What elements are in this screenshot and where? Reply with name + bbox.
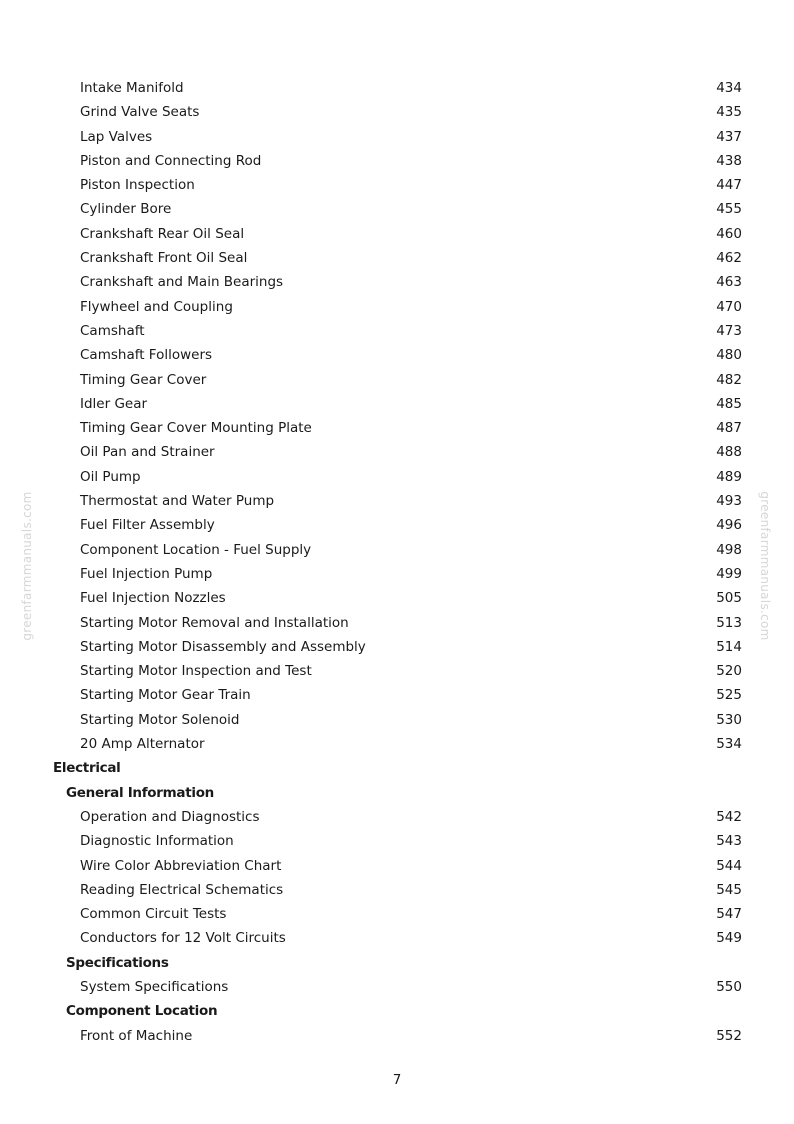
table-of-contents (0, 76, 794, 1048)
toc-entry-page-number: 544 (716, 857, 742, 874)
toc-entry-title: Timing Gear Cover (80, 371, 207, 388)
toc-entry-title: Conductors for 12 Volt Circuits (80, 930, 286, 947)
toc-entry-title: Wire Color Abbreviation Chart (80, 857, 282, 874)
toc-entry-page-number: 438 (716, 152, 742, 169)
toc-entry-page-number: 470 (716, 298, 742, 315)
toc-entry[interactable] (0, 683, 794, 707)
toc-entry-title: Starting Motor Solenoid (80, 711, 240, 728)
toc-entry-page-number: 543 (716, 833, 742, 850)
toc-entry-title: Thermostat and Water Pump (80, 493, 275, 510)
toc-entry-page-number: 514 (716, 638, 742, 655)
toc-entry-page-number: 455 (716, 201, 742, 218)
toc-entry-title: Lap Valves (80, 128, 153, 145)
toc-entry[interactable] (0, 100, 794, 124)
toc-entry-page-number: 534 (716, 736, 742, 753)
toc-entry[interactable] (0, 829, 794, 853)
toc-entry-title: Flywheel and Coupling (80, 298, 233, 315)
toc-entry-page-number: 482 (716, 371, 742, 388)
toc-entry-page-number: 525 (716, 687, 742, 704)
toc-entry[interactable] (0, 732, 794, 756)
toc-section-heading[interactable] (0, 756, 794, 780)
toc-entry[interactable] (0, 368, 794, 392)
toc-entry[interactable] (0, 513, 794, 537)
toc-entry-title: Timing Gear Cover Mounting Plate (80, 420, 312, 437)
toc-entry-title: Crankshaft Rear Oil Seal (80, 225, 245, 242)
toc-entry-title: Operation and Diagnostics (80, 808, 260, 825)
toc-entry-page-number: 496 (716, 517, 742, 534)
toc-entry[interactable] (0, 538, 794, 562)
toc-entry[interactable] (0, 489, 794, 513)
toc-entry-page-number: 505 (716, 590, 742, 607)
watermark-left: greenfarmmanuals.com (20, 491, 34, 641)
toc-entry-title: Crankshaft and Main Bearings (80, 274, 284, 291)
toc-entry[interactable] (0, 149, 794, 173)
toc-entry-page-number: 545 (716, 881, 742, 898)
toc-entry[interactable] (0, 416, 794, 440)
toc-entry[interactable] (0, 902, 794, 926)
toc-entry[interactable] (0, 465, 794, 489)
toc-entry-title: Starting Motor Gear Train (80, 687, 251, 704)
toc-entry-page-number: 513 (716, 614, 742, 631)
toc-entry-title: Diagnostic Information (80, 833, 234, 850)
watermark-right: greenfarmmanuals.com (758, 491, 772, 641)
toc-entry-title: Fuel Filter Assembly (80, 517, 215, 534)
toc-entry-title: Camshaft Followers (80, 347, 213, 364)
toc-entry-page-number: 520 (716, 663, 742, 680)
toc-entry-title: Camshaft (80, 322, 145, 339)
toc-entry[interactable] (0, 635, 794, 659)
toc-entry-title: Front of Machine (80, 1027, 193, 1044)
toc-entry-page-number: 547 (716, 906, 742, 923)
toc-entry-page-number: 550 (716, 978, 742, 995)
toc-entry-title: Reading Electrical Schematics (80, 881, 284, 898)
toc-entry-title: Intake Manifold (80, 80, 184, 96)
toc-entry-page-number: 460 (716, 225, 742, 242)
toc-entry-page-number: 437 (716, 128, 742, 145)
page-number: 7 (392, 1072, 402, 1088)
toc-entry[interactable] (0, 586, 794, 610)
toc-entry-title: Component Location - Fuel Supply (80, 541, 312, 558)
toc-entry-title: Oil Pan and Strainer (80, 444, 215, 461)
toc-entry[interactable] (0, 125, 794, 149)
toc-entry[interactable] (0, 270, 794, 294)
toc-entry[interactable] (0, 854, 794, 878)
toc-entry-page-number: 489 (716, 468, 742, 485)
toc-subsection-heading[interactable] (0, 951, 794, 975)
toc-entry[interactable] (0, 222, 794, 246)
toc-subsection-heading[interactable] (0, 781, 794, 805)
toc-entry[interactable] (0, 1024, 794, 1048)
toc-entry-title: Idler Gear (80, 395, 148, 412)
toc-entry-title: Starting Motor Disassembly and Assembly (80, 638, 366, 655)
toc-entry-title: Oil Pump (80, 468, 141, 485)
toc-entry[interactable] (0, 805, 794, 829)
toc-entry-page-number: 499 (716, 565, 742, 582)
toc-entry[interactable] (0, 295, 794, 319)
toc-entry-title: Grind Valve Seats (80, 104, 200, 121)
toc-entry-page-number: 493 (716, 493, 742, 510)
toc-entry-title: Component Location (66, 1003, 218, 1020)
toc-entry-page-number: 463 (716, 274, 742, 291)
toc-entry-page-number: 462 (716, 250, 742, 267)
toc-entry[interactable] (0, 975, 794, 999)
toc-entry[interactable] (0, 440, 794, 464)
toc-entry[interactable] (0, 611, 794, 635)
toc-entry-page-number: 549 (716, 930, 742, 947)
toc-entry-page-number: 552 (716, 1027, 742, 1044)
toc-entry[interactable] (0, 343, 794, 367)
toc-entry[interactable] (0, 76, 794, 100)
toc-entry[interactable] (0, 173, 794, 197)
toc-entry-title: Fuel Injection Nozzles (80, 590, 226, 607)
toc-entry[interactable] (0, 246, 794, 270)
toc-entry-page-number: 487 (716, 420, 742, 437)
toc-entry[interactable] (0, 926, 794, 950)
toc-entry[interactable] (0, 708, 794, 732)
toc-entry[interactable] (0, 562, 794, 586)
toc-entry-title: Fuel Injection Pump (80, 565, 213, 582)
toc-subsection-heading[interactable] (0, 999, 794, 1023)
toc-entry-page-number: 542 (716, 808, 742, 825)
toc-entry-page-number: 473 (716, 322, 742, 339)
toc-entry-title: Specifications (66, 954, 169, 971)
toc-entry-page-number: 530 (716, 711, 742, 728)
toc-entry-title: Piston Inspection (80, 177, 195, 194)
toc-entry-page-number: 447 (716, 177, 742, 194)
toc-entry-title: 20 Amp Alternator (80, 736, 205, 753)
toc-entry-title: Electrical (53, 760, 121, 777)
toc-entry-title: General Information (66, 784, 214, 801)
toc-entry[interactable] (0, 197, 794, 221)
toc-entry-page-number: 434 (716, 80, 742, 96)
toc-entry-page-number: 480 (716, 347, 742, 364)
toc-entry[interactable] (0, 659, 794, 683)
toc-entry-page-number: 435 (716, 104, 742, 121)
toc-entry-title: Piston and Connecting Rod (80, 152, 262, 169)
toc-entry-title: Cylinder Bore (80, 201, 172, 218)
toc-entry-title: Crankshaft Front Oil Seal (80, 250, 248, 267)
toc-entry-page-number: 498 (716, 541, 742, 558)
toc-entry-title: Starting Motor Inspection and Test (80, 663, 312, 680)
toc-entry[interactable] (0, 319, 794, 343)
toc-entry-title: Starting Motor Removal and Installation (80, 614, 349, 631)
toc-entry[interactable] (0, 392, 794, 416)
toc-entry[interactable] (0, 878, 794, 902)
toc-entry-title: Common Circuit Tests (80, 906, 227, 923)
toc-entry-page-number: 488 (716, 444, 742, 461)
toc-entry-title: System Specifications (80, 978, 229, 995)
toc-entry-page-number: 485 (716, 395, 742, 412)
